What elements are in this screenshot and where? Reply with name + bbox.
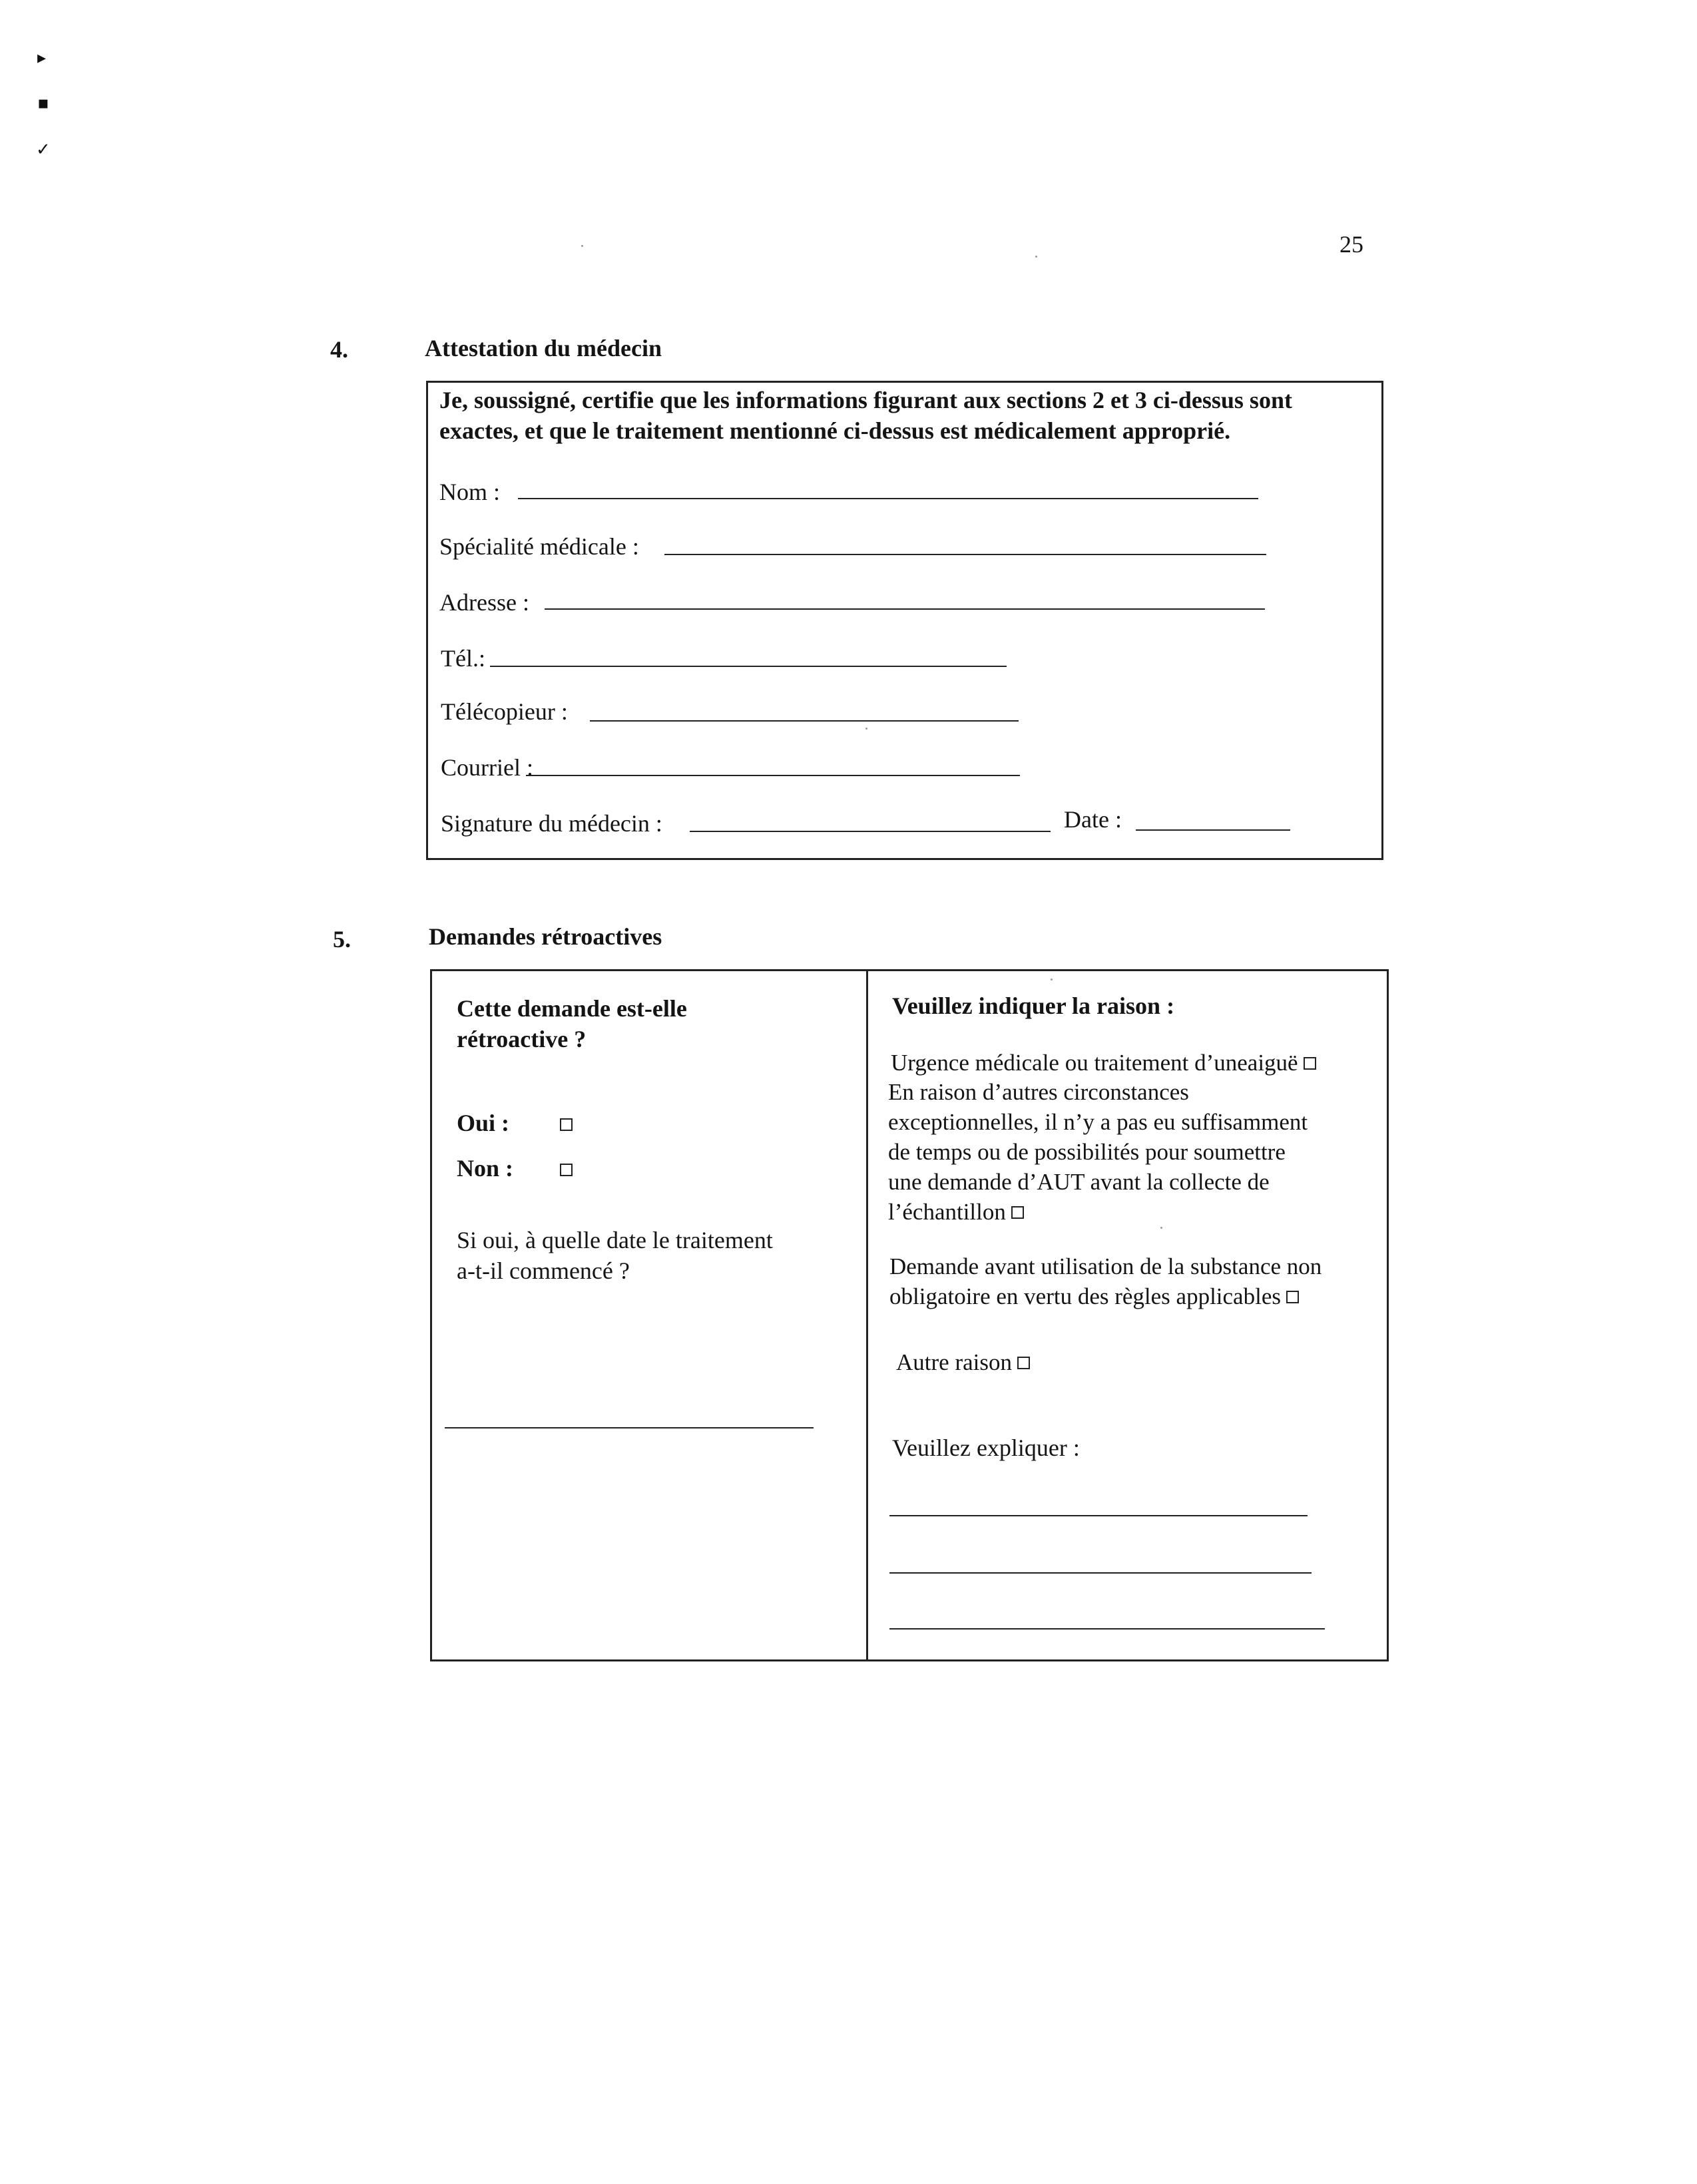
nom-label: Nom : xyxy=(439,479,501,505)
non-label: Non : xyxy=(457,1155,514,1182)
reason-medical-emergency-label: Urgence médicale ou traitement d’uneaiguë xyxy=(891,1050,1298,1076)
explain-line-2[interactable] xyxy=(889,1572,1312,1574)
margin-mark-1: ▸ xyxy=(37,48,47,68)
signature-label: Signature du médecin : xyxy=(441,810,662,837)
reason-exceptional-line-2: exceptionnelles, il n’y a pas eu suffisamment xyxy=(888,1109,1308,1135)
margin-mark-3: ✓ xyxy=(36,140,51,160)
reason-other-checkbox[interactable] xyxy=(1017,1357,1030,1369)
explain-label: Veuillez expliquer : xyxy=(892,1434,1080,1461)
reason-non-mandatory-checkbox[interactable] xyxy=(1286,1291,1299,1303)
reason-other-label: Autre raison xyxy=(896,1349,1012,1375)
reason-exceptional-line-3: de temps ou de possibilités pour soumettre xyxy=(888,1139,1286,1165)
physician-attestation-box xyxy=(426,381,1383,860)
section-5-number: 5. xyxy=(333,926,351,953)
reason-medical-emergency-checkbox[interactable] xyxy=(1304,1057,1316,1070)
courriel-label: Courriel : xyxy=(441,754,533,781)
oui-checkbox[interactable] xyxy=(560,1118,573,1131)
signature-field[interactable] xyxy=(690,831,1051,832)
date-field[interactable] xyxy=(1136,829,1290,831)
reason-heading: Veuillez indiquer la raison : xyxy=(892,992,1175,1019)
table-column-divider xyxy=(866,969,868,1661)
start-date-field[interactable] xyxy=(445,1427,814,1428)
page-number: 25 xyxy=(1339,231,1363,258)
non-checkbox[interactable] xyxy=(560,1164,573,1176)
retroactive-question-line-1: Cette demande est-elle xyxy=(457,995,687,1022)
reason-medical-emergency xyxy=(891,1048,1316,1078)
start-date-question-line-1: Si oui, à quelle date le traitement xyxy=(457,1227,773,1253)
nom-field[interactable] xyxy=(518,498,1258,499)
section-5-title: Demandes rétroactives xyxy=(429,923,662,950)
oui-label: Oui : xyxy=(457,1110,510,1136)
reason-exceptional-checkbox[interactable] xyxy=(1011,1206,1024,1219)
reason-non-mandatory xyxy=(889,1251,1322,1311)
section-4-number: 4. xyxy=(330,336,348,363)
tel-label: Tél.: xyxy=(441,645,485,672)
explain-line-1[interactable] xyxy=(889,1515,1308,1516)
tel-field[interactable] xyxy=(490,666,1007,667)
reason-exceptional-circumstances xyxy=(888,1077,1308,1227)
reason-non-mandatory-line-1: Demande avant utilisation de la substance non xyxy=(889,1253,1322,1279)
explain-line-3[interactable] xyxy=(889,1628,1325,1630)
adresse-label: Adresse : xyxy=(439,589,529,616)
reason-exceptional-line-1: En raison d’autres circonstances xyxy=(888,1079,1189,1105)
reason-other xyxy=(896,1347,1030,1377)
margin-mark-2: ▪ xyxy=(37,93,49,113)
retroactive-question-line-2: rétroactive ? xyxy=(457,1026,587,1052)
section-4-title: Attestation du médecin xyxy=(425,335,662,361)
specialite-label: Spécialité médicale : xyxy=(439,533,639,560)
telecopieur-field[interactable] xyxy=(590,720,1019,722)
date-label: Date : xyxy=(1064,806,1122,833)
reason-non-mandatory-line-2: obligatoire en vertu des règles applicables xyxy=(889,1283,1281,1309)
start-date-question-line-2: a-t-il commencé ? xyxy=(457,1257,630,1284)
specialite-field[interactable] xyxy=(664,554,1266,555)
courriel-field[interactable] xyxy=(526,775,1020,776)
telecopieur-label: Télécopieur : xyxy=(441,698,568,725)
attestation-statement-line-1: Je, soussigné, certifie que les informations figurant aux sections 2 et 3 ci-dessus sont xyxy=(439,387,1292,413)
reason-exceptional-line-4: une demande d’AUT avant la collecte de xyxy=(888,1169,1270,1195)
adresse-field[interactable] xyxy=(545,608,1265,610)
reason-exceptional-line-5: l’échantillon xyxy=(888,1199,1006,1225)
attestation-statement-line-2: exactes, et que le traitement mentionné ci-dessus est médicalement approprié. xyxy=(439,417,1231,444)
